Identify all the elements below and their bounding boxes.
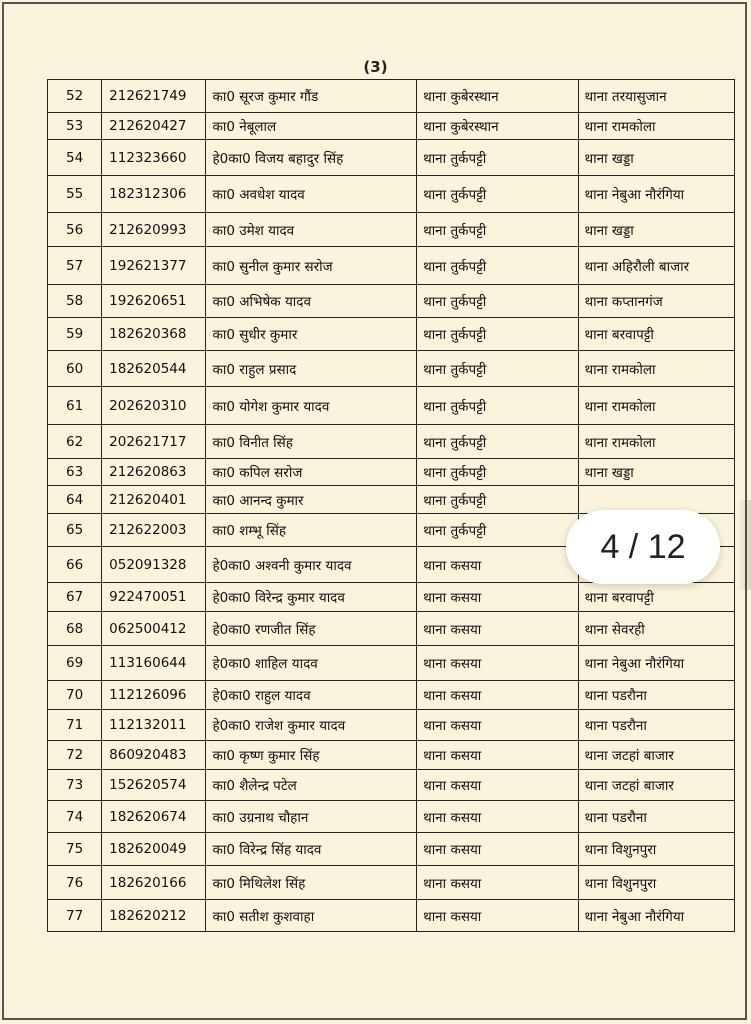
serial-number-cell: 58	[48, 285, 102, 318]
name-cell: का0 अवधेश यादव	[206, 176, 417, 213]
pno-cell: 113160644	[102, 646, 206, 681]
serial-number-cell: 54	[48, 140, 102, 176]
transfer-station-cell: थाना पडरौना	[578, 710, 734, 741]
serial-number-cell: 63	[48, 459, 102, 486]
transfer-station-cell: थाना बरवापट्टी	[578, 318, 734, 351]
name-cell: का0 कपिल सरोज	[206, 459, 417, 486]
pno-cell: 152620574	[102, 770, 206, 801]
table-row	[48, 80, 735, 113]
name-cell: हे0का0 विजय बहादुर सिंह	[206, 140, 417, 176]
current-station-cell: थाना कसया	[417, 681, 578, 710]
pno-cell: 182620049	[102, 833, 206, 866]
serial-number-cell: 62	[48, 425, 102, 459]
current-station-cell: थाना तुर्कपट्टी	[417, 351, 578, 387]
name-cell: हे0का0 राहुल यादव	[206, 681, 417, 710]
table-row	[48, 387, 735, 425]
pno-cell: 212620427	[102, 113, 206, 140]
name-cell: का0 अभिषेक यादव	[206, 285, 417, 318]
serial-number-cell: 61	[48, 387, 102, 425]
pno-cell: 182312306	[102, 176, 206, 213]
table-row	[48, 741, 735, 770]
pno-cell: 212622003	[102, 514, 206, 547]
serial-number-cell: 56	[48, 213, 102, 247]
current-station-cell: थाना कसया	[417, 801, 578, 833]
pno-cell: 192620651	[102, 285, 206, 318]
transfer-station-cell: थाना रामकोला	[578, 113, 734, 140]
serial-number-cell: 72	[48, 741, 102, 770]
serial-number-cell: 66	[48, 547, 102, 583]
name-cell: का0 शम्भू सिंह	[206, 514, 417, 547]
serial-number-cell: 59	[48, 318, 102, 351]
transfer-table	[47, 79, 735, 932]
name-cell: का0 राहुल प्रसाद	[206, 351, 417, 387]
table-row	[48, 681, 735, 710]
serial-number-cell: 65	[48, 514, 102, 547]
name-cell: का0 मिथिलेश सिंह	[206, 866, 417, 900]
transfer-station-cell: थाना पडरौना	[578, 681, 734, 710]
pno-cell: 112132011	[102, 710, 206, 741]
table-row	[48, 710, 735, 741]
table-row	[48, 612, 735, 646]
name-cell: का0 उमेश यादव	[206, 213, 417, 247]
table-row	[48, 770, 735, 801]
current-station-cell: थाना तुर्कपट्टी	[417, 140, 578, 176]
table-row	[48, 140, 735, 176]
current-station-cell: थाना कसया	[417, 547, 578, 583]
table-row	[48, 900, 735, 932]
pno-cell: 112126096	[102, 681, 206, 710]
serial-number-cell: 55	[48, 176, 102, 213]
pno-cell: 182620166	[102, 866, 206, 900]
current-station-cell: थाना तुर्कपट्टी	[417, 247, 578, 285]
serial-number-cell: 77	[48, 900, 102, 932]
serial-number-cell: 75	[48, 833, 102, 866]
transfer-station-cell: थाना रामकोला	[578, 425, 734, 459]
serial-number-cell: 60	[48, 351, 102, 387]
serial-number-cell: 73	[48, 770, 102, 801]
table-row	[48, 425, 735, 459]
transfer-station-cell: थाना कप्तानगंज	[578, 285, 734, 318]
current-station-cell: थाना कसया	[417, 612, 578, 646]
name-cell: हे0का0 विरेन्द्र कुमार यादव	[206, 583, 417, 612]
name-cell: का0 नेबूलाल	[206, 113, 417, 140]
table-row	[48, 583, 735, 612]
current-station-cell: थाना कसया	[417, 866, 578, 900]
table-row	[48, 646, 735, 681]
current-station-cell: थाना तुर्कपट्टी	[417, 425, 578, 459]
pno-cell: 922470051	[102, 583, 206, 612]
name-cell: हे0का0 शाहिल यादव	[206, 646, 417, 681]
serial-number-cell: 64	[48, 486, 102, 514]
serial-number-cell: 76	[48, 866, 102, 900]
pno-cell: 182620368	[102, 318, 206, 351]
current-station-cell: थाना कसया	[417, 900, 578, 932]
current-station-cell: थाना तुर्कपट्टी	[417, 318, 578, 351]
serial-number-cell: 70	[48, 681, 102, 710]
transfer-station-cell: थाना बरवापट्टी	[578, 583, 734, 612]
name-cell: हे0का0 रणजीत सिंह	[206, 612, 417, 646]
transfer-station-cell: थाना जटहां बाजार	[578, 741, 734, 770]
name-cell: हे0का0 अश्वनी कुमार यादव	[206, 547, 417, 583]
transfer-station-cell: थाना पडरौना	[578, 801, 734, 833]
pno-cell: 202621717	[102, 425, 206, 459]
serial-number-cell: 67	[48, 583, 102, 612]
current-station-cell: थाना तुर्कपट्टी	[417, 213, 578, 247]
current-station-cell: थाना कसया	[417, 770, 578, 801]
table-row	[48, 318, 735, 351]
name-cell: का0 उग्रनाथ चौहान	[206, 801, 417, 833]
current-station-cell: थाना तुर्कपट्टी	[417, 285, 578, 318]
name-cell: का0 योगेश कुमार यादव	[206, 387, 417, 425]
transfer-station-cell: थाना नेबुआ नौरंगिया	[578, 176, 734, 213]
name-cell: का0 सुधीर कुमार	[206, 318, 417, 351]
serial-number-cell: 57	[48, 247, 102, 285]
edge-shadow	[737, 500, 751, 590]
serial-number-cell: 74	[48, 801, 102, 833]
current-station-cell: थाना तुर्कपट्टी	[417, 514, 578, 547]
pno-cell: 202620310	[102, 387, 206, 425]
current-station-cell: थाना कसया	[417, 646, 578, 681]
name-cell: का0 कृष्ण कुमार सिंह	[206, 741, 417, 770]
transfer-station-cell: थाना खड्डा	[578, 213, 734, 247]
transfer-station-cell: थाना खड्डा	[578, 459, 734, 486]
name-cell: का0 आनन्द कुमार	[206, 486, 417, 514]
current-station-cell: थाना कुबेरस्थान	[417, 80, 578, 113]
name-cell: का0 शैलेन्द्र पटेल	[206, 770, 417, 801]
current-station-cell: थाना तुर्कपट्टी	[417, 176, 578, 213]
current-station-cell: थाना कसया	[417, 833, 578, 866]
pno-cell: 052091328	[102, 547, 206, 583]
pno-cell: 212620401	[102, 486, 206, 514]
table-row	[48, 247, 735, 285]
name-cell: का0 विनीत सिंह	[206, 425, 417, 459]
table-row	[48, 213, 735, 247]
pno-cell: 182620544	[102, 351, 206, 387]
current-station-cell: थाना तुर्कपट्टी	[417, 486, 578, 514]
serial-number-cell: 69	[48, 646, 102, 681]
current-station-cell: थाना तुर्कपट्टी	[417, 387, 578, 425]
pno-cell: 212620863	[102, 459, 206, 486]
transfer-station-cell: थाना रामकोला	[578, 387, 734, 425]
table-row	[48, 113, 735, 140]
transfer-station-cell: थाना खड्डा	[578, 140, 734, 176]
current-station-cell: थाना कुबेरस्थान	[417, 113, 578, 140]
transfer-station-cell: थाना नेबुआ नौरंगिया	[578, 900, 734, 932]
name-cell: का0 विरेन्द्र सिंह यादव	[206, 833, 417, 866]
pno-cell: 212620993	[102, 213, 206, 247]
pno-cell: 182620674	[102, 801, 206, 833]
table-row	[48, 459, 735, 486]
transfer-station-cell: थाना नेबुआ नौरंगिया	[578, 646, 734, 681]
transfer-station-cell: थाना विशुनपुरा	[578, 833, 734, 866]
page-label: (3)	[363, 58, 388, 76]
name-cell: का0 सुनील कुमार सरोज	[206, 247, 417, 285]
table-row	[48, 351, 735, 387]
transfer-station-cell: थाना तरयासुजान	[578, 80, 734, 113]
transfer-station-cell: थाना रामकोला	[578, 351, 734, 387]
table-row	[48, 833, 735, 866]
serial-number-cell: 71	[48, 710, 102, 741]
table-row	[48, 285, 735, 318]
transfer-station-cell: थाना जटहां बाजार	[578, 770, 734, 801]
transfer-station-cell: थाना विशुनपुरा	[578, 866, 734, 900]
transfer-station-cell: थाना सेवरही	[578, 612, 734, 646]
table-row	[48, 176, 735, 213]
transfer-station-cell: थाना अहिरौली बाजार	[578, 247, 734, 285]
pno-cell: 860920483	[102, 741, 206, 770]
serial-number-cell: 53	[48, 113, 102, 140]
table-row	[48, 801, 735, 833]
page-counter-badge[interactable]: 4 / 12	[566, 510, 720, 584]
current-station-cell: थाना कसया	[417, 710, 578, 741]
name-cell: हे0का0 राजेश कुमार यादव	[206, 710, 417, 741]
pno-cell: 182620212	[102, 900, 206, 932]
pno-cell: 212621749	[102, 80, 206, 113]
table-row	[48, 866, 735, 900]
current-station-cell: थाना कसया	[417, 583, 578, 612]
name-cell: का0 सतीश कुशवाहा	[206, 900, 417, 932]
pno-cell: 112323660	[102, 140, 206, 176]
table-body	[48, 80, 735, 932]
name-cell: का0 सूरज कुमार गौंड	[206, 80, 417, 113]
pno-cell: 062500412	[102, 612, 206, 646]
serial-number-cell: 52	[48, 80, 102, 113]
serial-number-cell: 68	[48, 612, 102, 646]
current-station-cell: थाना कसया	[417, 741, 578, 770]
current-station-cell: थाना तुर्कपट्टी	[417, 459, 578, 486]
pno-cell: 192621377	[102, 247, 206, 285]
